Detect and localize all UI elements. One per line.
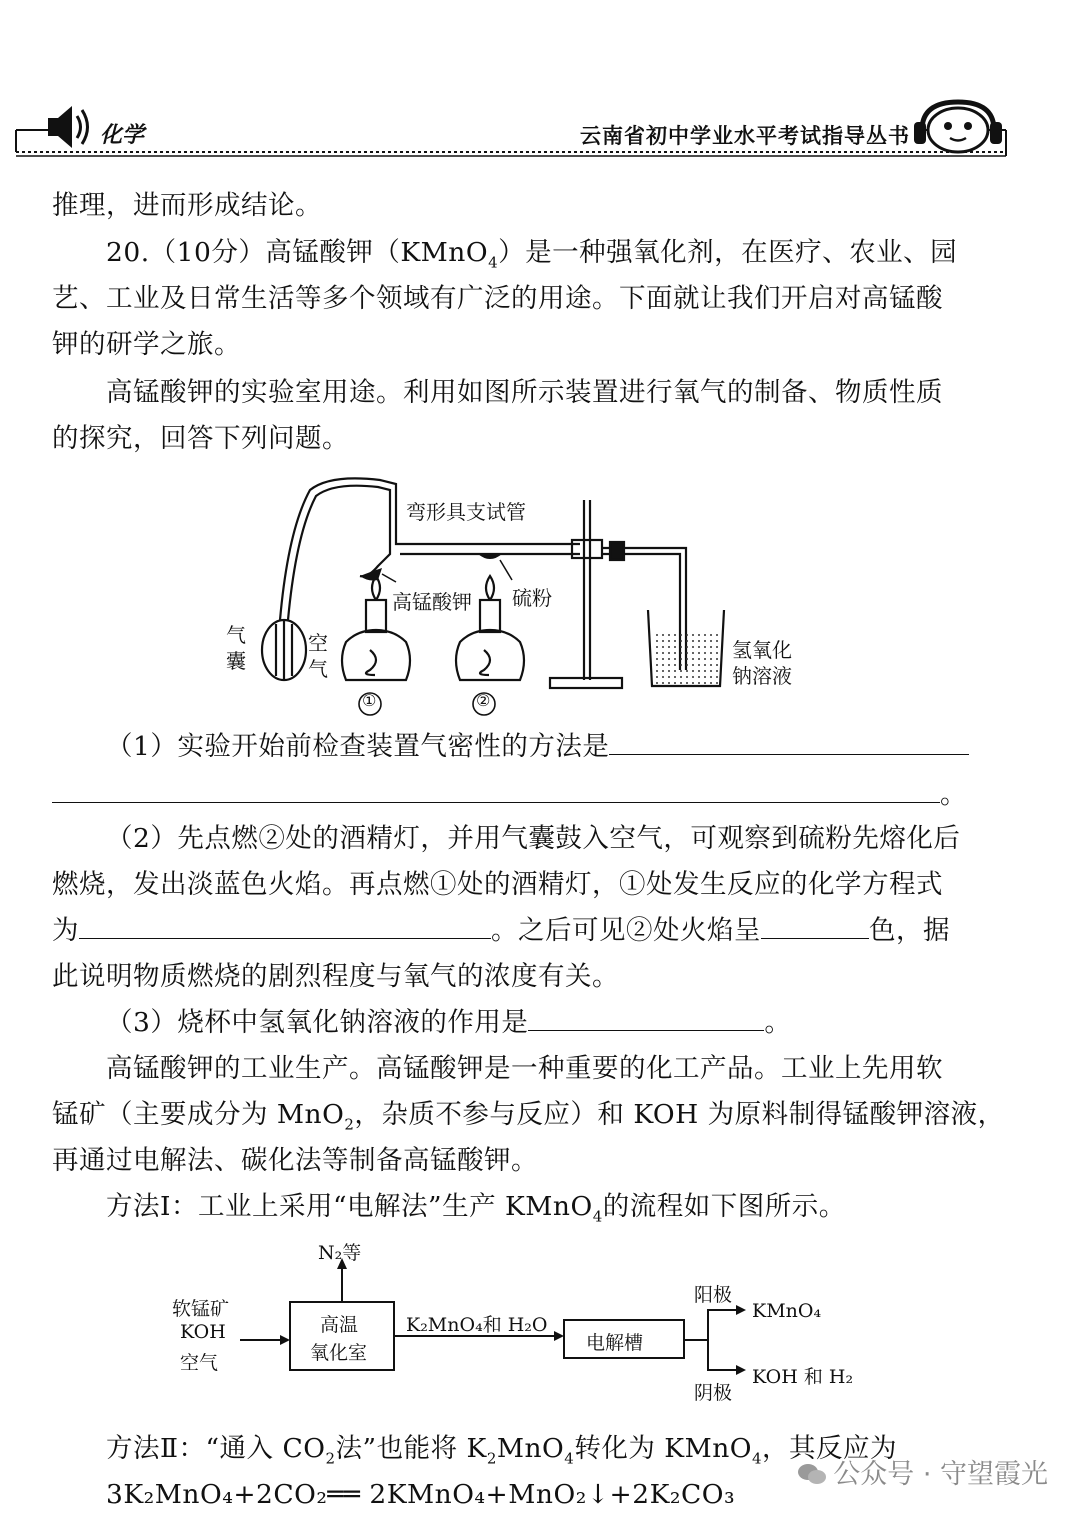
text-span: 方法Ⅱ：“通入 CO [106, 1433, 326, 1464]
electrolysis-flow-chart [160, 1244, 880, 1404]
anode-label: 阳极 [694, 1284, 733, 1306]
answer-blank[interactable] [609, 730, 969, 755]
input-air: 空气 [180, 1352, 219, 1374]
byproduct-n2: N₂等 [318, 1242, 362, 1264]
text-span: 为 [52, 915, 79, 946]
subscript: 4 [752, 1449, 763, 1468]
answer-blank[interactable] [528, 1006, 764, 1031]
answer-blank[interactable] [52, 778, 940, 803]
text-span: 的流程如下图所示。 [602, 1191, 846, 1222]
text-span: 。 [764, 1007, 792, 1038]
text-span: 色，据 [869, 915, 950, 946]
text-span: （1）实验开始前检查装置气密性的方法是 [106, 731, 610, 762]
text-span: ，其反应为 [762, 1433, 898, 1464]
text-span: 20.（10分）高锰酸钾（KMnO [106, 237, 489, 268]
cathode-label: 阴极 [694, 1382, 733, 1404]
text-span: 锰矿（主要成分为 MnO [52, 1099, 345, 1130]
sub-question-1 [106, 724, 972, 770]
answer-blank[interactable] [761, 914, 869, 939]
headphone-mascot-icon [914, 102, 1002, 152]
answer-blank[interactable] [79, 914, 491, 939]
input-ore: 软锰矿 [172, 1298, 230, 1320]
stream-label: K₂MnO₄和 H₂O [406, 1314, 548, 1336]
input-koh: KOH [180, 1321, 226, 1343]
text-span: 转化为 KMnO [574, 1433, 752, 1464]
box-electrolyzer: 电解槽 [586, 1332, 644, 1354]
page-header [14, 96, 1008, 160]
text-line: 高锰酸钾的工业生产。高锰酸钾是一种重要的化工产品。工业上先用软 [106, 1053, 943, 1084]
box-oxidation-line1: 高温 [320, 1314, 359, 1336]
label-bent-tube: 弯形具支试管 [406, 500, 526, 524]
text-span: ，杂质不参与反应）和 KOH 为原料制得锰酸钾溶液， [354, 1099, 1005, 1130]
sub-question-3 [106, 1000, 972, 1046]
text-line: 的探究，回答下列问题。 [52, 423, 349, 454]
label-sulfur: 硫粉 [512, 586, 552, 610]
watermark [797, 1452, 1048, 1491]
subject-label: 化学 [100, 123, 145, 148]
text-line: 推理，进而形成结论。 [52, 190, 322, 221]
text-span: MnO [496, 1433, 565, 1464]
series-title: 云南省初中学业水平考试指导丛书 [580, 124, 910, 148]
box-oxidation-line2: 氧化室 [310, 1342, 368, 1364]
naoh-solution [652, 630, 722, 685]
text-line: 燃烧，发出淡蓝色火焰。再点燃①处的酒精灯，①处发生反应的化学方程式 [52, 869, 943, 900]
subscript: 4 [488, 253, 499, 272]
text-span: ）是一种强氧化剂，在医疗、农业、园 [498, 237, 958, 268]
lamp-1-label: ① [362, 691, 377, 710]
text-span: 法”也能将 K [335, 1433, 487, 1464]
subscript: 2 [344, 1115, 355, 1134]
label-kmno4: 高锰酸钾 [392, 590, 472, 614]
label-naoh-2: 钠溶液 [732, 664, 792, 688]
sub-question-2-blanks [52, 908, 972, 954]
text-line: （2）先点燃②处的酒精灯，并用气囊鼓入空气，可观察到硫粉先熔化后 [106, 823, 961, 854]
subscript: 2 [325, 1449, 336, 1468]
text-line: 此说明物质燃烧的剧烈程度与氧气的浓度有关。 [52, 961, 619, 992]
text-line: 高锰酸钾的实验室用途。利用如图所示装置进行氧气的制备、物质性质 [106, 377, 943, 408]
text-span: （3）烧杯中氢氧化钠溶液的作用是 [106, 1007, 529, 1038]
apparatus-figure [210, 470, 810, 720]
text-span: 。 [940, 779, 967, 810]
label-naoh-1: 氢氧化 [732, 638, 792, 662]
reaction-equation: 3K₂MnO₄+2CO₂══ 2KMnO₄+MnO₂↓+2K₂CO₃ [106, 1479, 736, 1510]
subscript: 4 [564, 1449, 575, 1468]
method-1-intro [106, 1184, 972, 1239]
subscript: 2 [486, 1449, 497, 1468]
watermark-text: 公众号 · 守望霞光 [833, 1459, 1048, 1490]
wechat-icon [797, 1461, 827, 1487]
subscript: 4 [592, 1207, 603, 1226]
text-line: 钾的研学之旅。 [52, 329, 241, 360]
text-line: 艺、工业及日常生活等多个领域有广泛的用途。下面就让我们开启对高锰酸 [52, 283, 943, 314]
text-line: 再通过电解法、碳化法等制备高锰酸钾。 [52, 1145, 538, 1176]
sub-question-1-cont [52, 772, 972, 818]
lamp-2-label: ② [476, 691, 491, 710]
anode-product: KMnO₄ [752, 1300, 822, 1322]
cathode-product: KOH 和 H₂ [752, 1366, 854, 1388]
label-air-bag: 气囊 [226, 623, 246, 673]
speaker-icon [48, 106, 88, 148]
text-span: 。之后可见②处火焰呈 [491, 915, 761, 946]
text-span: 方法Ⅰ：工业上采用“电解法”生产 KMnO [106, 1191, 593, 1222]
label-air: 空气 [308, 631, 328, 681]
